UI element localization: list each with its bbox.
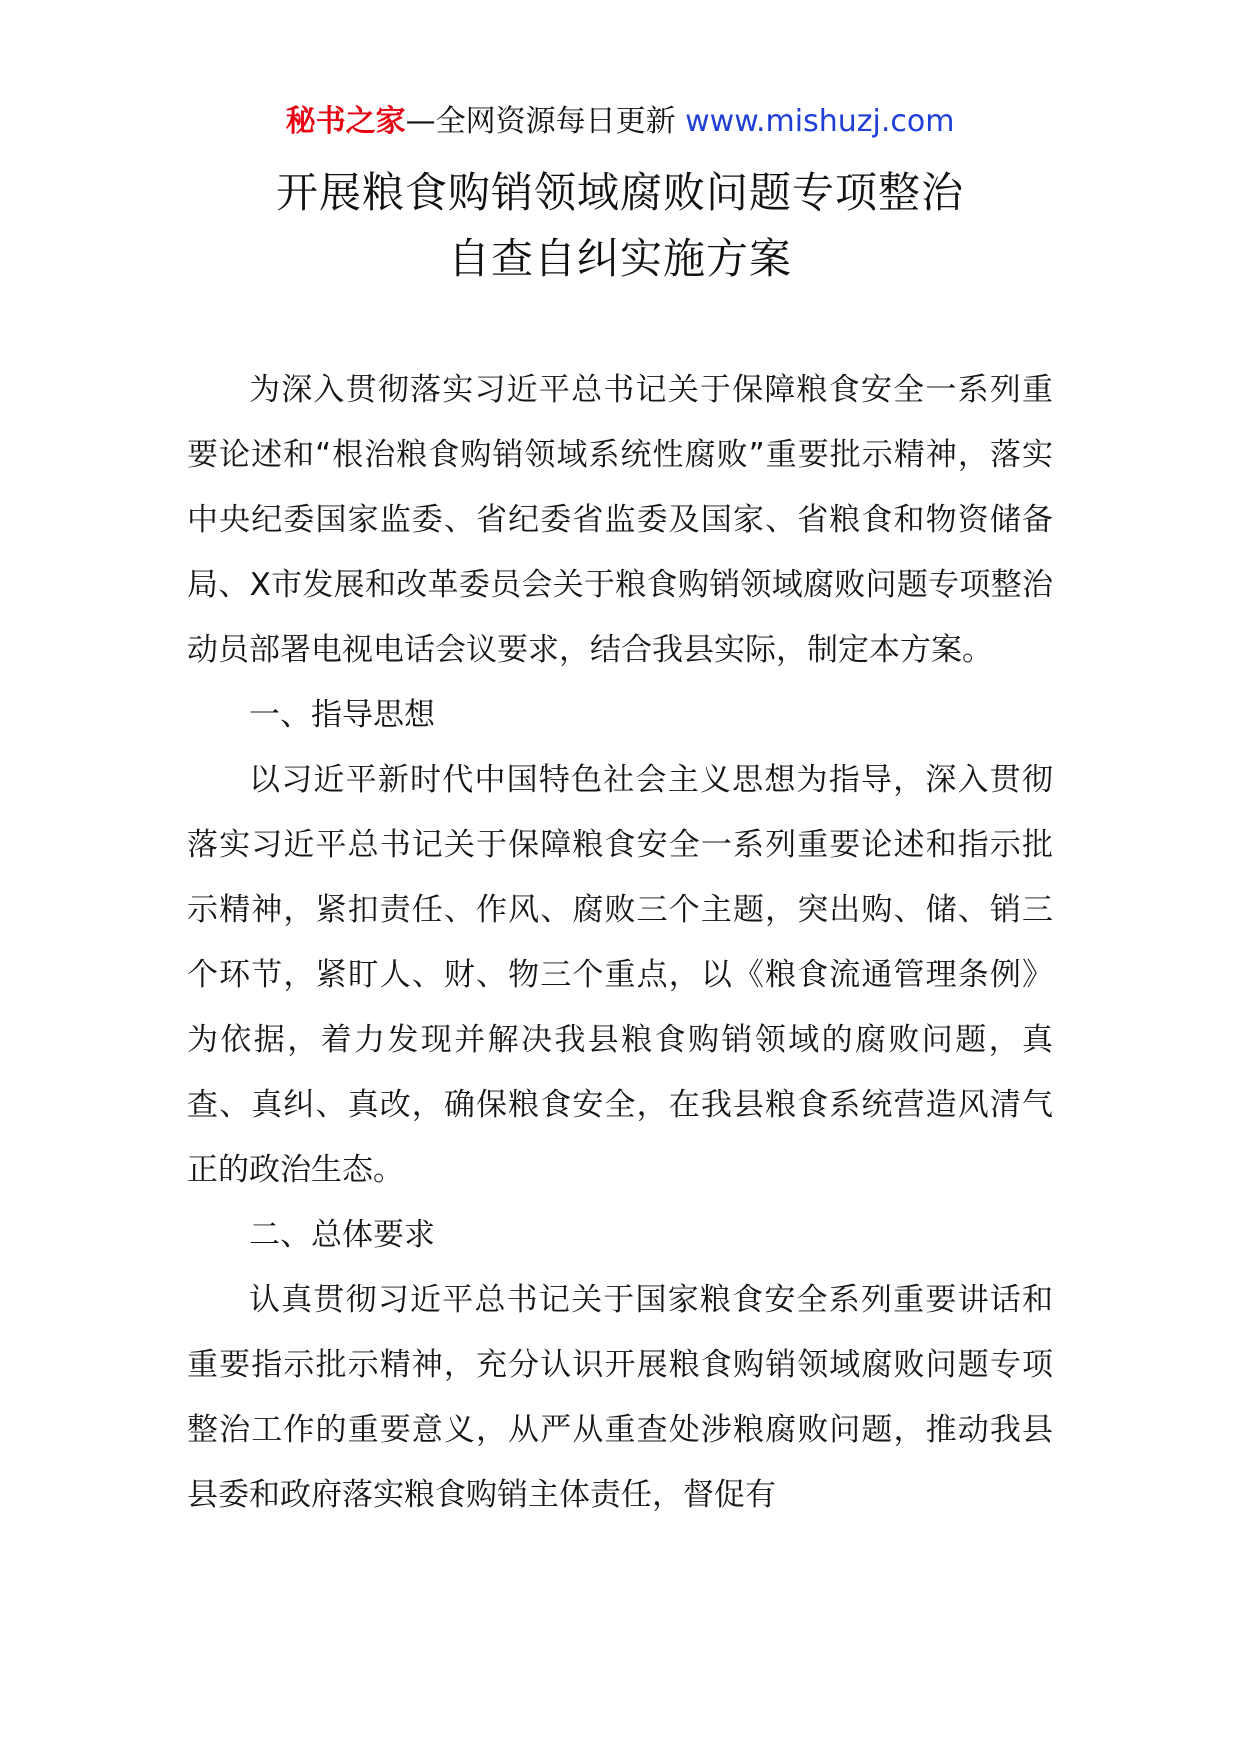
site-tagline: —全网资源每日更新 [405, 104, 686, 139]
document-title-line-2: 自查自纠实施方案 [447, 234, 792, 283]
document-title-line-1: 开展粮食购销领域腐败问题专项整治 [275, 168, 964, 217]
site-url-link[interactable]: www.mishuzj.com [685, 104, 955, 139]
section-heading-general-requirements: 二、总体要求 [249, 1217, 435, 1253]
section-heading-guiding-ideology: 一、指导思想 [249, 697, 435, 733]
intro-paragraph: 为深入贯彻落实习近平总书记关于保障粮食安全一系列重要论述和“根治粮食购销领域系统性腐败”重要批示精神，落实中央纪委国家监委、省纪委省监委及国家、省粮食和物资储备局、X市发展和改革委员会关于粮食购销领域腐败问题专项整治动员部署电视电话会议要求，结合我县实际，制定本方案。 [187, 372, 1053, 668]
site-header [0, 100, 1240, 144]
section-paragraph-general-requirements: 认真贯彻习近平总书记关于国家粮食安全系列重要讲话和重要指示批示精神，充分认识开展粮食购销领域腐败问题专项整治工作的重要意义，从严从重查处涉粮腐败问题，推动我县县委和政府落实粮食购销主体责任，督促有 [187, 1282, 1053, 1513]
section-paragraph-guiding-ideology: 以习近平新时代中国特色社会主义思想为指导，深入贯彻落实习近平总书记关于保障粮食安全一系列重要论述和指示批示精神，紧扣责任、作风、腐败三个主题，突出购、储、销三个环节，紧盯人、财、物三个重点，以《粮食流通管理条例》为依据，着力发现并解决我县粮食购销领域的腐败问题，真查、真纠、真改，确保粮食安全，在我县粮食系统营造风清气正的政治生态。 [187, 762, 1053, 1188]
document-body [187, 358, 1053, 1528]
site-brand: 秘书之家 [285, 104, 406, 139]
